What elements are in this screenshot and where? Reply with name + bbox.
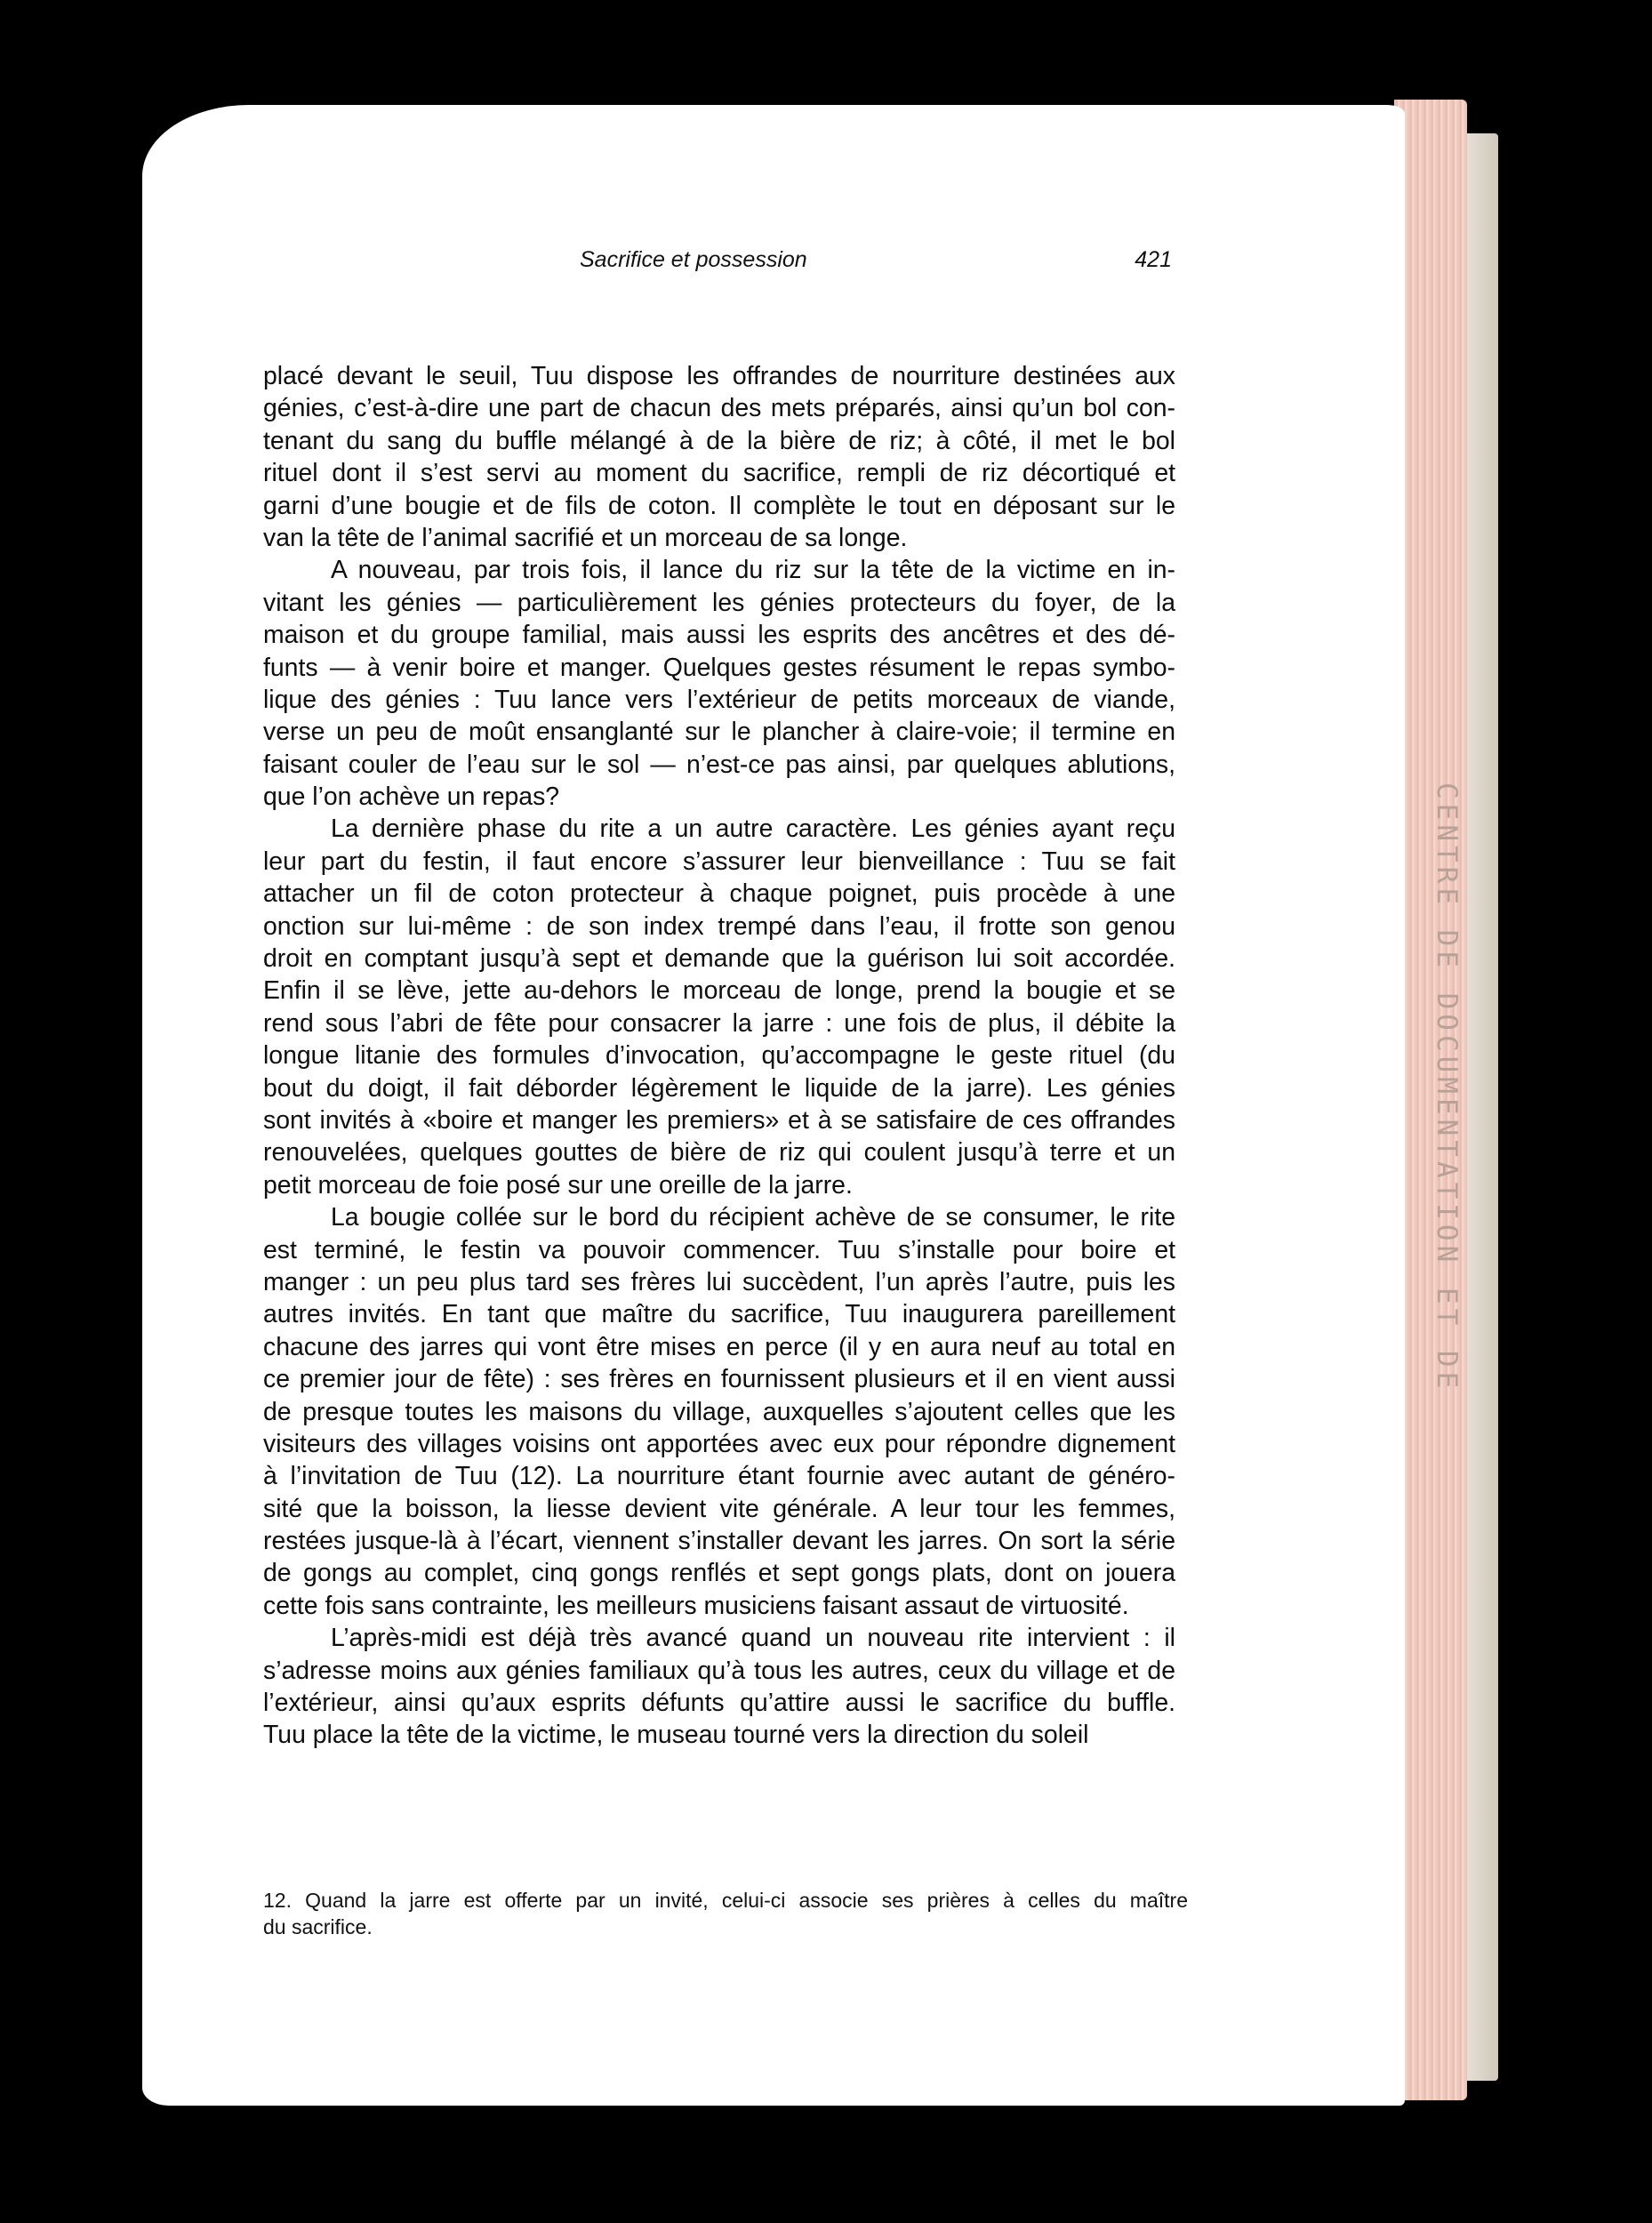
text-line: van la tête de l’animal sacrifié et un morceau de sa longe. bbox=[263, 523, 908, 552]
text-line: sont invités à «boire et manger les premiers» et à se satisfaire de ces offrandes bbox=[263, 1105, 1175, 1135]
text-line: manger : un peu plus tard ses frères lui succèdent, l’un après l’autre, puis les bbox=[263, 1267, 1175, 1296]
text-line: longue litanie des formules d’invocation, qu’accompagne le geste rituel (du bbox=[263, 1041, 1175, 1071]
text-line: garni d’une bougie et de fils de coton. Il complète le tout en déposant sur le bbox=[263, 491, 1175, 520]
text-line: rend sous l’abri de fête pour consacrer la jarre : une fois de plus, il débite la bbox=[263, 1008, 1175, 1038]
text-line: attacher un fil de coton protecteur à chaque poignet, puis procède à une bbox=[263, 879, 1175, 909]
text-line: autres invités. En tant que maître du sacrifice, Tuu inaugurera pareillement bbox=[263, 1300, 1175, 1329]
text-line: de presque toutes les maisons du village, auxquelles s’ajoutent celles que les bbox=[263, 1397, 1175, 1426]
text-line: tenant du sang du buffle mélangé à de la bière de riz; à côté, il met le bol bbox=[263, 426, 1175, 455]
text-line: placé devant le seuil, Tuu dispose les offrandes de nourriture destinées aux bbox=[263, 362, 1175, 390]
footnote bbox=[263, 1887, 1188, 1940]
text-line: ce premier jour de fête) : ses frères en fournissent plusieurs et il en vient aussi bbox=[263, 1365, 1175, 1394]
text-line: visiteurs des villages voisins ont apportées avec eux pour répondre dignement bbox=[263, 1429, 1175, 1458]
text-line: maison et du groupe familial, mais aussi les esprits des ancêtres et des dé- bbox=[263, 621, 1175, 650]
text-line: vitant les génies — particulièrement les génies protecteurs du foyer, de la bbox=[263, 588, 1175, 617]
text-line: La dernière phase du rite a un autre caractère. Les génies ayant reçu bbox=[331, 815, 1175, 844]
text-line: rituel dont il s’est servi au moment du sacrifice, rempli de riz décortiqué et bbox=[263, 459, 1175, 488]
text-line: de gongs au complet, cinq gongs renflés et sept gongs plats, dont on jouera bbox=[263, 1559, 1175, 1588]
text-line: A nouveau, par trois fois, il lance du riz sur la tête de la victime en in- bbox=[331, 556, 1175, 585]
text-line: droit en comptant jusqu’à sept et demande que la guérison lui soit accordée. bbox=[263, 944, 1175, 974]
text-line: onction sur lui-même : de son index trempé dans l’eau, il frotte son genou bbox=[263, 911, 1175, 941]
footnote-line: 12. Quand la jarre est offerte par un invité, celui-ci associe ses prières à celles du maître bbox=[263, 1889, 1188, 1912]
text-line: leur part du festin, il faut encore s’assurer leur bienveillance : Tuu se fait bbox=[263, 847, 1175, 876]
text-line: L’après-midi est déjà très avancé quand un nouveau rite intervient : il bbox=[331, 1624, 1175, 1653]
body-text bbox=[263, 360, 1175, 1752]
running-title: Sacrifice et possession bbox=[580, 247, 807, 272]
text-line: que l’on achève un repas? bbox=[263, 782, 560, 812]
text-line: est terminé, le festin va pouvoir commencer. Tuu s’installe pour boire et bbox=[263, 1235, 1175, 1264]
text-line: à l’invitation de Tuu (12). La nourriture étant fournie avec autant de généro- bbox=[263, 1462, 1175, 1491]
text-line: chacune des jarres qui vont être mises en perce (il y en aura neuf au total en bbox=[263, 1332, 1175, 1361]
text-line: Tuu place la tête de la victime, le museau tourné vers la direction du soleil bbox=[263, 1721, 1089, 1750]
text-line: lique des génies : Tuu lance vers l’extérieur de petits morceaux de viande, bbox=[263, 685, 1175, 714]
text-line: La bougie collée sur le bord du récipient achève de se consumer, le rite bbox=[331, 1203, 1175, 1232]
running-head bbox=[263, 247, 1172, 276]
text-line: l’extérieur, ainsi qu’aux esprits défunts qu’attire aussi le sacrifice du buffle. bbox=[263, 1689, 1175, 1718]
text-line: bout du doigt, il fait déborder légèrement le liquide de la jarre). Les génies bbox=[263, 1073, 1175, 1103]
footnote-line: du sacrifice. bbox=[263, 1915, 373, 1938]
text-line: funts — à venir boire et manger. Quelques gestes résument le repas symbo- bbox=[263, 653, 1175, 682]
text-line: verse un peu de moût ensanglanté sur le plancher à claire-voie; il termine en bbox=[263, 718, 1175, 747]
library-stamp: CENTRE DE DOCUMENTATION ET DE bbox=[1431, 782, 1463, 1393]
text-line: Enfin il se lève, jette au-dehors le morceau de longe, prend la bougie et se bbox=[263, 976, 1175, 1006]
text-line: sité que la boisson, la liesse devient vite générale. A leur tour les femmes, bbox=[263, 1494, 1175, 1523]
text-line: restées jusque-là à l’écart, viennent s’installer devant les jarres. On sort la série bbox=[263, 1527, 1175, 1556]
text-line: petit morceau de foie posé sur une oreille de la jarre. bbox=[263, 1170, 853, 1200]
text-line: génies, c’est-à-dire une part de chacun des mets préparés, ainsi qu’un bol con- bbox=[263, 394, 1175, 423]
text-line: cette fois sans contrainte, les meilleurs musiciens faisant assaut de virtuosité. bbox=[263, 1591, 1129, 1620]
text-line: renouvelées, quelques gouttes de bière de riz qui coulent jusqu’à terre et un bbox=[263, 1138, 1175, 1168]
page-number: 421 bbox=[1135, 247, 1172, 272]
text-line: faisant couler de l’eau sur le sol — n’est-ce pas ainsi, par quelques ablutions, bbox=[263, 750, 1175, 779]
text-line: s’adresse moins aux génies familiaux qu’à tous les autres, ceux du village et de bbox=[263, 1656, 1175, 1685]
